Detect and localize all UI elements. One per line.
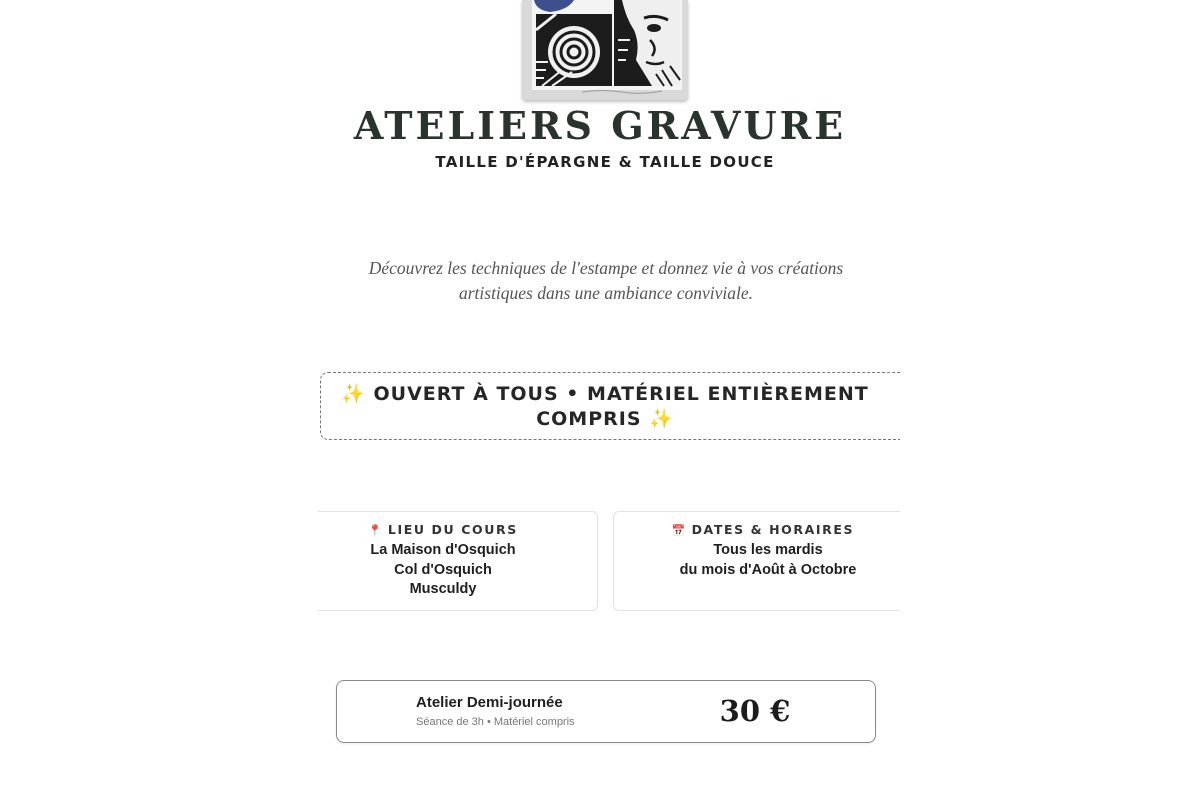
banner-line: ✨ OUVERT À TOUS • MATÉRIEL ENTIÈREMENT	[341, 383, 869, 405]
banner-text	[320, 382, 890, 432]
offer-name: Atelier Demi-journée	[416, 694, 563, 711]
intro-text	[300, 256, 912, 306]
page-title: ATELIERS GRAVURE	[353, 103, 847, 148]
calendar-icon: 📅	[671, 524, 686, 537]
offer-description: Séance de 3h • Matériel compris	[416, 716, 575, 728]
banner-line: COMPRIS ✨	[536, 408, 674, 430]
dates-line: du mois d'Août à Octobre	[679, 561, 857, 578]
location-line: La Maison d'Osquich	[370, 542, 516, 558]
location-card-body	[318, 541, 568, 600]
artwork-illustration	[522, 0, 688, 100]
page-subtitle: TAILLE D'ÉPARGNE & TAILLE DOUCE	[435, 153, 775, 171]
dates-card-heading	[613, 522, 913, 537]
location-card-heading	[318, 522, 568, 537]
dates-line: Tous les mardis	[713, 542, 823, 558]
dates-heading-label: DATES & HORAIRES	[691, 522, 855, 537]
intro-line: artistiques dans une ambiance conviviale.	[458, 283, 754, 303]
location-line: Musculdy	[409, 581, 477, 597]
intro-line: Découvrez les techniques de l'estampe et donnez vie à vos créations	[368, 258, 844, 278]
offer-price: 30 €	[719, 694, 791, 728]
pin-icon: 📍	[368, 524, 382, 537]
linocut-print-artwork	[522, 0, 688, 100]
location-line: Col d'Osquich	[394, 561, 492, 578]
dates-card-body	[613, 541, 923, 580]
location-heading-label: LIEU DU COURS	[387, 522, 518, 537]
